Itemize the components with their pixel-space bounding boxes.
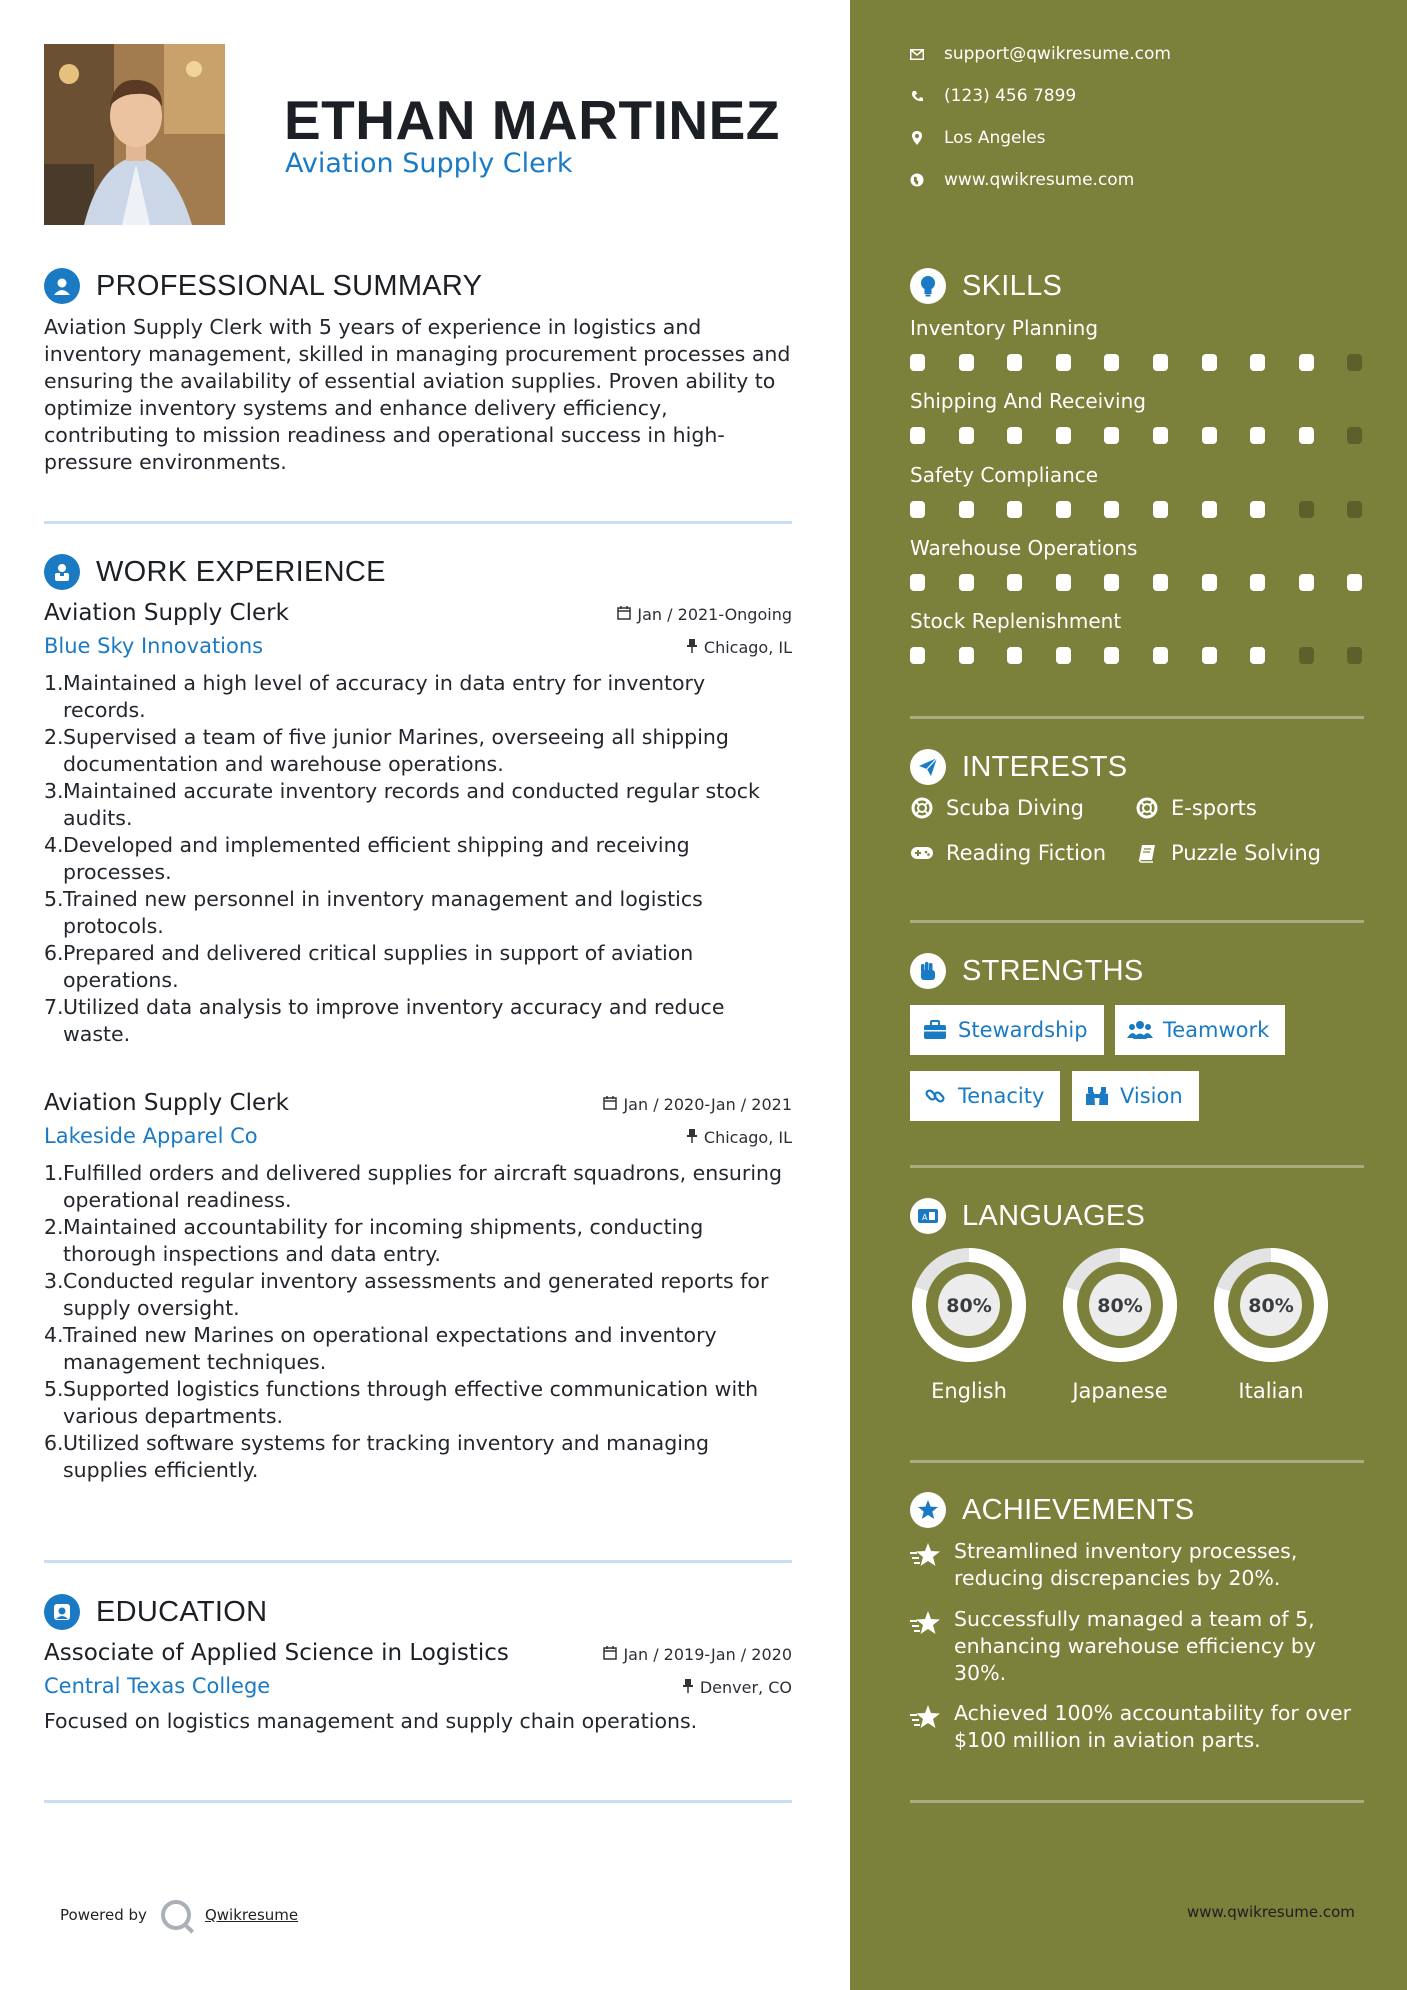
achievements-heading: [910, 1492, 1194, 1528]
job-dates-text: Jan / 2020-Jan / 2021: [623, 1095, 792, 1114]
candidate-title: Aviation Supply Clerk: [285, 148, 573, 179]
language-name: Italian: [1238, 1379, 1304, 1403]
sidebar: [850, 0, 1407, 1990]
interests-heading: [910, 749, 1127, 785]
skill-dot-filled: [1250, 574, 1265, 591]
qwikresume-link[interactable]: Qwikresume: [204, 1906, 299, 1924]
skill-name: Safety Compliance: [910, 463, 1099, 487]
education-description: Focused on logistics management and supply chain operations.: [44, 1709, 698, 1733]
powered-by: [60, 1900, 298, 1930]
list-item: 2. Maintained accountability for incoming shipments, conducting thorough inspections and data entry.: [44, 1215, 704, 1266]
list-item: 4. Developed and implemented efficient shipping and receiving processes.: [44, 833, 690, 884]
strength-chip: [1072, 1071, 1199, 1121]
interests-title: INTERESTS: [962, 750, 1128, 783]
language-progress-ring: [909, 1245, 1029, 1365]
skill-dot-filled: [1007, 427, 1022, 444]
skill-rating: [910, 647, 1396, 664]
contact-website[interactable]: [910, 170, 1134, 190]
languages-title: LANGUAGES: [962, 1199, 1146, 1232]
list-item: 5. Trained new personnel in inventory management and logistics protocols.: [44, 887, 703, 938]
list-item: 4. Trained new Marines on operational expectations and inventory management techniques.: [44, 1323, 717, 1374]
skill-dot-empty: [1347, 647, 1362, 664]
language-name: Japanese: [1072, 1379, 1168, 1403]
section-divider: [910, 716, 1364, 719]
language-percent: 80%: [1248, 1295, 1294, 1317]
language-progress-ring: [1211, 1245, 1331, 1365]
education-dates-text: Jan / 2019-Jan / 2020: [623, 1645, 792, 1664]
globe-icon: [910, 173, 924, 187]
job-company: Blue Sky Innovations: [44, 634, 264, 658]
strength-label: Tenacity: [958, 1084, 1045, 1108]
interest-label: Reading Fiction: [946, 841, 1107, 865]
contact-location: [910, 128, 1046, 148]
pin-icon: [682, 1678, 694, 1697]
strengths-heading: [910, 953, 1144, 989]
interest-label: Scuba Diving: [946, 796, 1084, 820]
language-name: English: [931, 1379, 1007, 1403]
skill-name: Warehouse Operations: [910, 536, 1138, 560]
strength-label: Teamwork: [1163, 1018, 1270, 1042]
svg-text:A: A: [922, 1213, 928, 1222]
skill-dot-filled: [1007, 501, 1022, 518]
skill-name: Shipping And Receiving: [910, 389, 1146, 413]
skill-dot-filled: [1250, 354, 1265, 371]
job-dates: [603, 1095, 792, 1114]
education-heading: [44, 1594, 267, 1630]
language-item: [1211, 1245, 1331, 1403]
list-item: 7. Utilized data analysis to improve inventory accuracy and reduce waste.: [44, 995, 725, 1046]
language-icon: [910, 1198, 946, 1234]
section-divider: [910, 1165, 1364, 1168]
education-location-text: Denver, CO: [699, 1678, 792, 1697]
list-item: 6. Utilized software systems for tracking inventory and managing supplies efficiently.: [44, 1431, 709, 1482]
interest-label: Puzzle Solving: [1171, 841, 1321, 865]
star-icon: [910, 1700, 942, 1754]
skill-dot-filled: [1104, 574, 1119, 591]
job-role: Aviation Supply Clerk: [44, 600, 289, 626]
binoculars-icon: [1084, 1085, 1110, 1107]
skill-name: Inventory Planning: [910, 316, 1099, 340]
contact-website-text: www.qwikresume.com: [944, 170, 1135, 190]
skill-rating: [910, 354, 1396, 371]
job-location: [686, 1128, 792, 1147]
job-company: Lakeside Apparel Co: [44, 1124, 258, 1148]
job-location-text: Chicago, IL: [703, 1128, 792, 1147]
skill-dot-filled: [910, 574, 925, 591]
skill-dot-filled: [1056, 647, 1071, 664]
contact-phone-text: (123) 456 7899: [944, 86, 1077, 106]
achievement-item: [910, 1538, 1370, 1592]
languages-heading: [910, 1198, 1145, 1234]
section-divider: [44, 1800, 792, 1803]
strengths-title: STRENGTHS: [962, 954, 1144, 987]
skill-dot-filled: [1347, 574, 1362, 591]
achievement-text: Achieved 100% accountability for over $100 million in aviation parts.: [954, 1701, 1352, 1752]
book-icon: [1135, 841, 1159, 865]
contact-location-text: Los Angeles: [944, 128, 1046, 148]
skill-dot-filled: [1202, 501, 1217, 518]
interest-item: [1135, 841, 1321, 865]
qwikresume-logo-icon: [161, 1900, 191, 1930]
star-icon: [910, 1606, 942, 1687]
job-location: [686, 638, 792, 657]
life-ring-icon: [910, 796, 934, 820]
skill-dot-filled: [910, 647, 925, 664]
skills-title: SKILLS: [962, 269, 1063, 302]
job-bullets: [44, 670, 792, 1048]
education-title: EDUCATION: [96, 1595, 268, 1628]
achievement-text: Successfully managed a team of 5, enhancing warehouse efficiency by 30%.: [954, 1607, 1316, 1685]
calendar-icon: [617, 605, 631, 624]
summary-text: Aviation Supply Clerk with 5 years of experience in logistics and inventory management, skilled in managing procurement processes and ensuring the availability of essential aviation supplies. Proven ability to optimize inventory systems and enhance delivery efficiency, contributing to mission readiness and operational success in high-pressure environments.: [44, 315, 791, 474]
fist-icon: [910, 953, 946, 989]
section-divider: [910, 1800, 1364, 1803]
job-entry: [44, 600, 792, 1048]
skill-rating: [910, 427, 1396, 444]
skill-dot-filled: [1299, 574, 1314, 591]
skill-dot-empty: [1347, 501, 1362, 518]
interest-item: [1135, 796, 1257, 820]
job-entry: [44, 1090, 792, 1484]
job-dates: [617, 605, 792, 624]
skill-dot-filled: [1007, 647, 1022, 664]
skill-dot-filled: [1056, 574, 1071, 591]
gamepad-icon: [910, 841, 934, 865]
language-percent: 80%: [1097, 1295, 1143, 1317]
skill-dot-filled: [1104, 354, 1119, 371]
contact-email[interactable]: [910, 44, 1171, 64]
list-item: 3. Conducted regular inventory assessments and generated reports for supply oversight.: [44, 1269, 769, 1320]
skill-name: Stock Replenishment: [910, 609, 1122, 633]
education-dates: [603, 1645, 792, 1664]
skill-dot-empty: [1347, 354, 1362, 371]
skill-dot-filled: [1202, 427, 1217, 444]
skill-dot-filled: [1202, 354, 1217, 371]
user-circle-icon: [44, 268, 80, 304]
skill-dot-filled: [1104, 647, 1119, 664]
calendar-icon: [603, 1645, 617, 1664]
strength-label: Stewardship: [958, 1018, 1088, 1042]
list-item: 6. Prepared and delivered critical supplies in support of aviation operations.: [44, 941, 694, 992]
skill-dot-filled: [1153, 647, 1168, 664]
pin-icon: [686, 638, 698, 657]
skill-rating: [910, 501, 1396, 518]
skill-dot-filled: [1250, 501, 1265, 518]
section-divider: [44, 1560, 792, 1563]
star-badge-icon: [910, 1492, 946, 1528]
skill-rating: [910, 574, 1396, 591]
briefcase-user-icon: [44, 554, 80, 590]
skill-dot-empty: [1347, 427, 1362, 444]
candidate-name: ETHAN MARTINEZ: [284, 89, 780, 151]
skill-dot-filled: [1104, 427, 1119, 444]
skill-dot-filled: [1056, 354, 1071, 371]
skill-dot-filled: [1202, 647, 1217, 664]
skills-heading: [910, 268, 1062, 304]
contact-phone[interactable]: [910, 86, 1076, 106]
skill-dot-filled: [959, 427, 974, 444]
footer-website[interactable]: www.qwikresume.com: [1187, 1903, 1355, 1921]
summary-heading: [44, 268, 482, 304]
life-ring-icon: [1135, 796, 1159, 820]
contact-email-text: support@qwikresume.com: [944, 44, 1171, 64]
education-location: [682, 1678, 792, 1697]
skill-dot-filled: [1056, 427, 1071, 444]
map-marker-icon: [910, 131, 924, 145]
profile-photo: [44, 44, 225, 225]
paper-plane-icon: [910, 749, 946, 785]
skill-dot-filled: [1007, 574, 1022, 591]
skill-dot-filled: [910, 501, 925, 518]
list-item: 1. Fulfilled orders and delivered supplies for aircraft squadrons, ensuring operational readiness.: [44, 1161, 783, 1212]
job-dates-text: Jan / 2021-Ongoing: [637, 605, 792, 624]
lightbulb-icon: [910, 268, 946, 304]
skill-dot-filled: [1250, 427, 1265, 444]
language-item: [909, 1245, 1029, 1403]
section-divider: [44, 521, 792, 524]
school: Central Texas College: [44, 1674, 271, 1698]
language-progress-ring: [1060, 1245, 1180, 1365]
experience-heading: [44, 554, 386, 590]
skill-dot-filled: [1056, 501, 1071, 518]
pin-icon: [686, 1128, 698, 1147]
skill-dot-filled: [1250, 647, 1265, 664]
strength-chip: [910, 1005, 1104, 1055]
skill-dot-empty: [1299, 501, 1314, 518]
job-location-text: Chicago, IL: [703, 638, 792, 657]
skill-dot-empty: [1299, 647, 1314, 664]
job-role: Aviation Supply Clerk: [44, 1090, 289, 1116]
achievement-item: [910, 1700, 1370, 1754]
language-item: [1060, 1245, 1180, 1403]
strength-chip: [1115, 1005, 1285, 1055]
users-icon: [1127, 1019, 1153, 1041]
skill-dot-filled: [959, 647, 974, 664]
phone-icon: [910, 89, 924, 103]
skill-dot-filled: [1104, 501, 1119, 518]
skill-dot-filled: [1153, 574, 1168, 591]
experience-title: WORK EXPERIENCE: [96, 555, 386, 588]
envelope-icon: [910, 47, 924, 61]
education-entry: [44, 1640, 792, 1735]
job-bullets: [44, 1160, 792, 1484]
skill-dot-filled: [1153, 427, 1168, 444]
section-divider: [910, 920, 1364, 923]
section-divider: [910, 1460, 1364, 1463]
summary-title: PROFESSIONAL SUMMARY: [96, 269, 483, 302]
skill-dot-filled: [1202, 574, 1217, 591]
skill-dot-filled: [959, 501, 974, 518]
language-percent: 80%: [946, 1295, 992, 1317]
interest-label: E-sports: [1171, 796, 1257, 820]
skill-dot-filled: [910, 427, 925, 444]
skill-dot-filled: [1153, 501, 1168, 518]
degree: Associate of Applied Science in Logistics: [44, 1640, 509, 1666]
powered-by-label: Powered by: [60, 1906, 147, 1924]
interest-item: [910, 841, 1106, 865]
briefcase-icon: [922, 1019, 948, 1041]
strength-label: Vision: [1120, 1084, 1183, 1108]
interest-item: [910, 796, 1084, 820]
skill-dot-filled: [1299, 354, 1314, 371]
list-item: 5. Supported logistics functions through effective communication with various departments.: [44, 1377, 759, 1428]
skill-dot-filled: [959, 574, 974, 591]
skill-dot-filled: [959, 354, 974, 371]
achievement-text: Streamlined inventory processes, reducing discrepancies by 20%.: [954, 1539, 1298, 1590]
calendar-icon: [603, 1095, 617, 1114]
list-item: 3. Maintained accurate inventory records and conducted regular stock audits.: [44, 779, 760, 830]
achievement-item: [910, 1606, 1370, 1687]
list-item: 1. Maintained a high level of accuracy in data entry for inventory records.: [44, 671, 706, 722]
achievements-title: ACHIEVEMENTS: [962, 1493, 1195, 1526]
strength-chip: [910, 1071, 1060, 1121]
skill-dot-filled: [910, 354, 925, 371]
graduate-icon: [44, 1594, 80, 1630]
skill-dot-filled: [1007, 354, 1022, 371]
skill-dot-filled: [1153, 354, 1168, 371]
skill-dot-filled: [1299, 427, 1314, 444]
link-icon: [922, 1085, 948, 1107]
list-item: 2. Supervised a team of five junior Marines, overseeing all shipping documentation and warehouse operations.: [44, 725, 729, 776]
star-icon: [910, 1538, 942, 1592]
